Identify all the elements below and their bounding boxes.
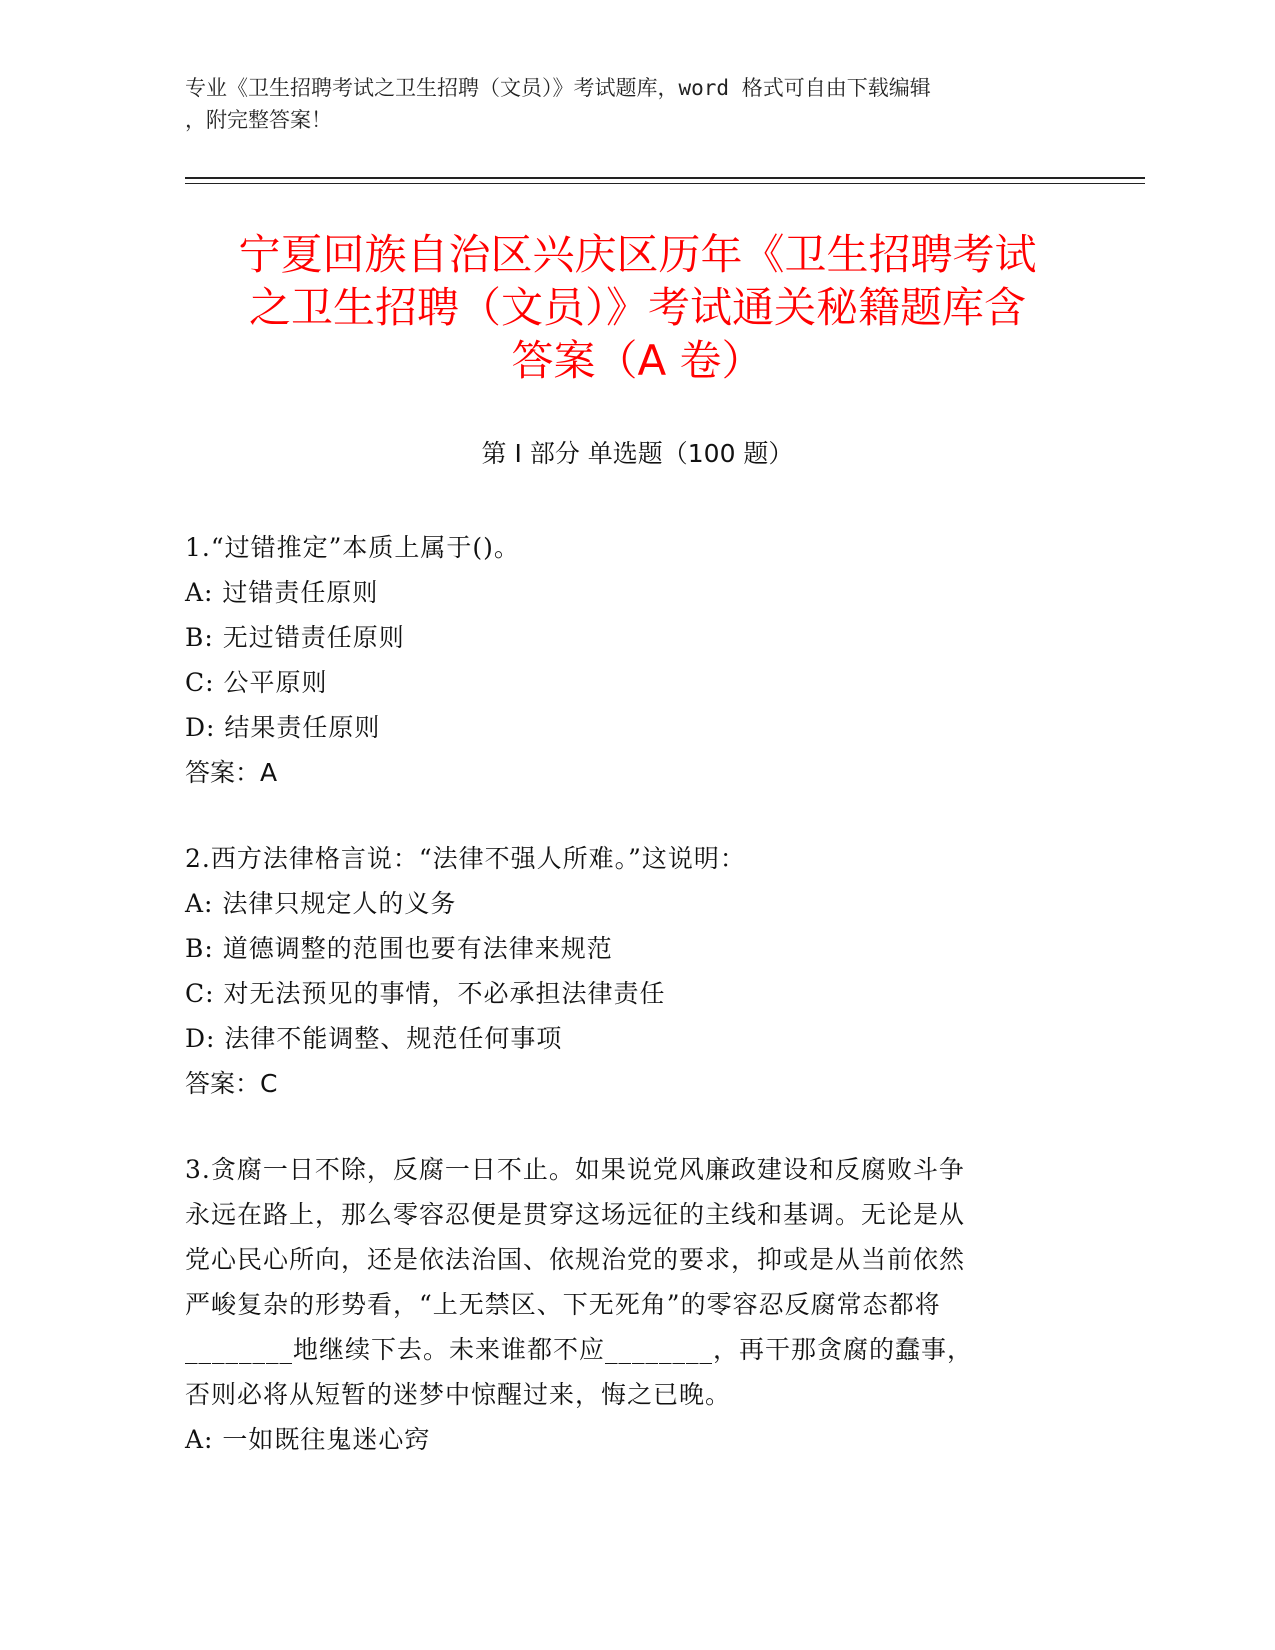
question-stem-line-2: 永远在路上，那么零容忍便是贯穿这场远征的主线和基调。无论是从 [185,1200,966,1229]
question-stem: 2.西方法律格言说：“法律不强人所难。”这说明： [185,844,746,873]
answer: 答案：A [185,758,278,787]
section-title: 第 I 部分 单选题（100 题） [481,439,794,468]
answer: 答案：C [185,1069,278,1098]
option-b: B: 无过错责任原则 [185,623,405,652]
header-note-line-1: 专业《卫生招聘考试之卫生招聘（文员）》考试题库，word 格式可自由下载编辑 [185,76,931,100]
document-title-line-3: 答案（A 卷） [511,336,764,385]
header-divider-thick [185,177,1145,179]
option-c: C: 公平原则 [185,668,328,697]
header-note [185,72,1085,136]
document-title-line-1: 宁夏回族自治区兴庆区历年《卫生招聘考试 [238,230,1037,279]
option-d: D: 结果责任原则 [185,713,381,742]
question-3 [185,1147,1065,1462]
document-title-line-2: 之卫生招聘（文员）》考试通关秘籍题库含 [248,283,1026,332]
document-title [185,228,1090,387]
question-stem-line-5: ________地继续下去。未来谁都不应________，再干那贪腐的蠢事， [185,1335,974,1364]
question-stem: 1.“过错推定”本质上属于()。 [185,533,520,562]
question-2 [185,836,1065,1106]
header-divider-thin [185,183,1145,184]
question-stem-line-1: 3.贪腐一日不除，反腐一日不止。如果说党风廉政建设和反腐败斗争 [185,1155,965,1184]
question-1 [185,525,1065,795]
question-list [185,525,1065,1503]
option-b: B: 道德调整的范围也要有法律来规范 [185,934,613,963]
question-stem-line-3: 党心民心所向，还是依法治国、依规治党的要求，抑或是从当前依然 [185,1245,966,1274]
question-stem-line-6: 否则必将从短暂的迷梦中惊醒过来，悔之已晚。 [185,1380,732,1409]
option-a: A: 法律只规定人的义务 [185,889,457,918]
option-c: C: 对无法预见的事情，不必承担法律责任 [185,979,666,1008]
option-a: A: 过错责任原则 [185,578,379,607]
header-note-line-2: ，附完整答案！ [185,108,332,132]
question-stem-line-4: 严峻复杂的形势看，“上无禁区、下无死角”的零容忍反腐常态都将 [185,1290,941,1319]
option-a: A: 一如既往鬼迷心窍 [185,1425,431,1454]
option-d: D: 法律不能调整、规范任何事项 [185,1024,563,1053]
